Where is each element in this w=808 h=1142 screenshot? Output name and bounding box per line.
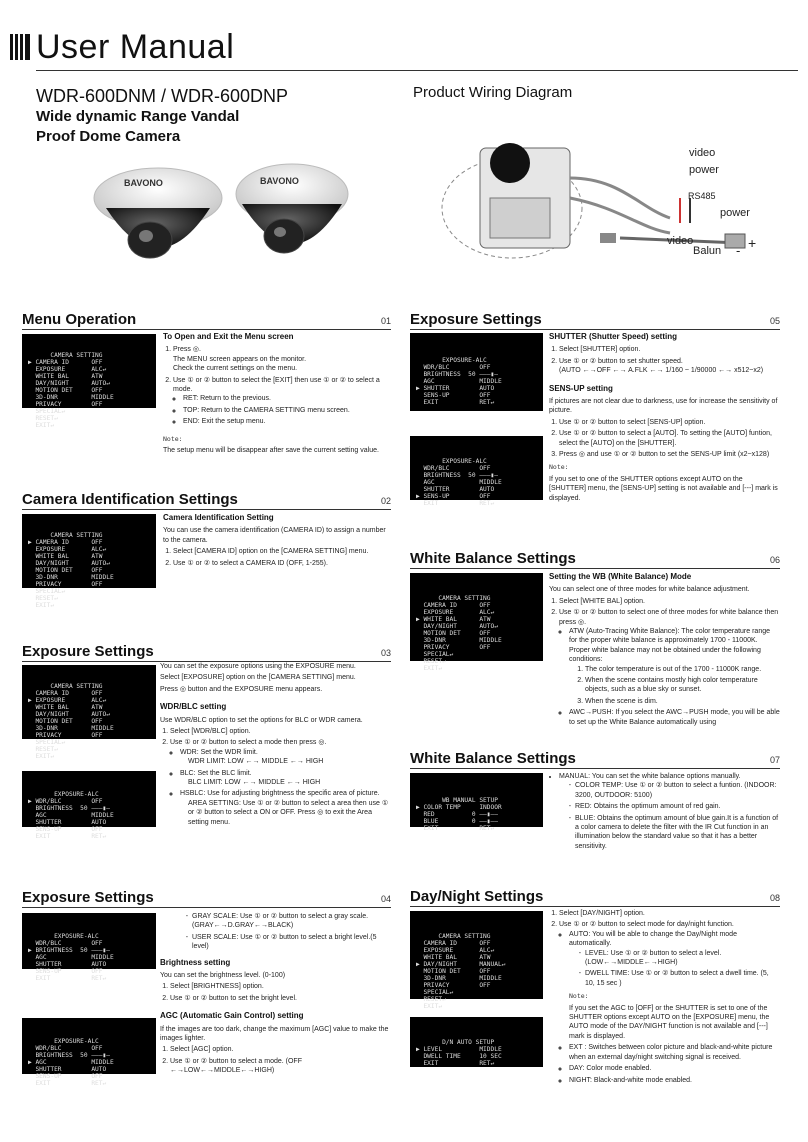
section-title: Exposure Settings xyxy=(22,643,154,660)
osd-exposure-alc-wdr: EXPOSURE-ALC ▶ WDR/BLC OFF BRIGHTNESS 50 ———▮— AGC MIDDLE SHUTTER AUTO SENS-UP OFF EXIT RET↵ xyxy=(22,771,156,827)
wiring-label-minus: - xyxy=(736,243,741,258)
section-03-header xyxy=(22,643,391,662)
section-06-header xyxy=(410,550,780,569)
osd-shutter: EXPOSURE-ALC WDR/BLC OFF BRIGHTNESS 50 ———▮— AGC MIDDLE ▶ SHUTTER AUTO SENS-UP OFF EXIT RET↵ xyxy=(410,333,543,411)
section-02-text: Camera Identification Setting You can use the camera identification (CAMERA ID) to assign a number to the camera. 1. Select [CAMERA ID] option on the [CAMERA SETTING] menu. 2. Use ① or ② to select a CAMERA ID (OFF, 1-255). xyxy=(163,513,391,570)
subtitle-line1: Wide dynamic Range Vandal xyxy=(36,108,240,125)
wiring-label-rs485: RS485 xyxy=(688,191,716,201)
page-title: User Manual xyxy=(36,28,235,66)
wiring-label-video: video xyxy=(689,147,716,159)
section-title: Exposure Settings xyxy=(410,311,542,328)
section-08-text: 1. Select [DAY/NIGHT] option. 2. Use ① or ② button to select mode for day/night function. ◦ AUTO: You will be able to change the Day/Night mode automatically. - LEVEL: Use ① or ② button to select a level. (LOW←→MIDDLE←→HIGH) - DWELL TIME: Use ① or ② button to select a dwell time. (5, 10, 15 sec ) Note: If you set the AGC to [OFF] or the SHUTTER is set to one of the SHUTTER options except AUTO on the [EXPOSURE] menu, the AUTO mode of the DAY/NIGHT function is not available and [---] mark is displayed. ◦ EXT : Switches between color picture and black-and-white picture when an external day/night switching signal is received. ◦ DAY: Color mode enabled. ◦ NIGHT: Black-and-white mode enabled. xyxy=(549,909,780,1087)
section-title: Camera Identification Settings xyxy=(22,491,238,508)
wiring-diagram xyxy=(440,108,800,280)
section-title: White Balance Settings xyxy=(410,550,576,567)
section-05-header xyxy=(410,311,780,330)
section-01-header xyxy=(22,311,391,330)
section-07-text: • MANUAL: You can set the white balance options manually. - COLOR TEMP: Use ① or ② button to select a funtion. (INDOOR: 3200, OUTDOOR: 5100) - RED: Obtains the optimum amount of red gain. - BLUE: Obtains the optimum amount of blue gain.It is a function of a color camera to delete the filter with the IR Cut function in an illumination below the standard value so that it has a better sensitivity. xyxy=(549,772,780,853)
section-03-text: You can set the exposure options using the EXPOSURE menu. Select [EXPOSURE] option on the [CAMERA SETTING] menu. Press ◎ button and the EXPOSURE menu appears. WDR/BLC setting Use WDR/BLC option to set the options for BLC or WDR camera. 1. Select [WDR/BLC] option. 2. Use ① or ② button to select a mode then press ◎. ◦ WDR: Set the WDR limit. WDR LIMIT: LOW ←→ MIDDLE ←→ HIGH ◦ BLC: Set the BLC limit. BLC LIMIT: LOW ←→ MIDDLE ←→ HIGH ◦ HSBLC: Use for adjusting brightness the specific area of picture. AREA SETTING: Use ① or ② button to select a area then use ① or ② button to select a ON or OFF. Press ◎ to exit the Area setting menu. xyxy=(160,662,391,829)
header-divider xyxy=(36,70,798,71)
header-bars-icon xyxy=(10,34,32,60)
brand-logo-1: BAVONO xyxy=(124,178,163,188)
section-08-header xyxy=(410,888,780,907)
section-title: White Balance Settings xyxy=(410,750,576,767)
osd-camera-id: CAMERA SETTING ▶ CAMERA ID OFF EXPOSURE ALC↵ WHITE BAL ATW DAY/NIGHT AUTO↵ MOTION DET OFF 3D-DNR MIDDLE PRIVACY OFF SPECIAL↵ RESET↵ EXIT↵ xyxy=(22,514,156,588)
wiring-label-video2: video xyxy=(667,235,694,247)
wiring-label-plus: + xyxy=(748,235,757,251)
camera-photo-1 xyxy=(88,158,228,276)
section-number: 04 xyxy=(380,894,391,904)
wiring-title: Product Wiring Diagram xyxy=(413,84,573,101)
section-number: 06 xyxy=(769,555,780,565)
osd-dn-auto-setup: D/N AUTO SETUP ▶ LEVEL MIDDLE DWELL TIME 10 SEC EXIT RET↵ xyxy=(410,1017,543,1067)
section-01-text: To Open and Exit the Menu screen 1. Press ◎. The MENU screen appears on the monitor. Check the current settings on the menu. 2. Use ① or ② button to select the [EXIT] then use ① or ② to select a mode. ◦ RET: Return to the previous. ◦ TOP: Return to the CAMERA SETTING menu screen. ◦ END: Exit the setup menu. Note: The setup menu will be disappear after save the current setting value. xyxy=(163,332,391,457)
osd-exposure-alc-brightness: EXPOSURE-ALC WDR/BLC OFF ▶ BRIGHTNESS 50 ———▮— AGC MIDDLE SHUTTER AUTO SENS-UP OFF EXIT RET↵ xyxy=(22,913,156,969)
section-number: 07 xyxy=(769,755,780,765)
osd-day-night: CAMERA SETTING CAMERA ID OFF EXPOSURE ALC↵ WHITE BAL ATW ▶ DAY/NIGHT MANUAL↵ MOTION DET OFF 3D-DNR MIDDLE PRIVACY OFF SPECIAL↵ RESET↵ EXIT↵ xyxy=(410,911,543,999)
section-02-header xyxy=(22,491,391,510)
section-number: 03 xyxy=(380,648,391,658)
section-05-text: SHUTTER (Shutter Speed) setting 1. Select [SHUTTER] option. 2. Use ① or ② button to set shutter speed. (AUTO ←→OFF ←→ A.FLK ←→ 1/160 ~ 1/90000 ←→ x512~x2) SENS-UP setting If pictures are not clear due to darkness, use for increase the sensitivity of picture. 1. Use ① or ② button to select [SENS-UP] option. 2. Use ① or ② button to select a [AUTO]. To setting the [AUTO] funtion, select the [AUTO] on the [SHUTTER]. 3. Press ◎ and use ① or ② button to set the SENS-UP limit (x2~x128) Note: If you set to one of the SHUTTER options except AUTO on the [SHUTTER] menu, the [SENS-UP] setting is not available and [---] mark is displayed. xyxy=(549,332,780,505)
osd-camera-setting: CAMERA SETTING ▶ CAMERA ID OFF EXPOSURE ALC↵ WHITE BAL ATW DAY/NIGHT AUTO↵ MOTION DET OFF 3D-DNR MIDDLE PRIVACY OFF SPECIAL↵ RESET↵ EXIT↵ xyxy=(22,334,156,408)
osd-wb-manual: WB MANUAL SETUP ▶ COLOR TEMP INDOOR RED 0 ——▮—— BLUE 0 ——▮—— EXIT RET↵ xyxy=(410,773,543,827)
section-04-header xyxy=(22,889,391,908)
wiring-label-power2: power xyxy=(720,207,750,219)
osd-white-bal: CAMERA SETTING CAMERA ID OFF EXPOSURE ALC↵ ▶ WHITE BAL ATW DAY/NIGHT AUTO↵ MOTION DET OFF 3D-DNR MIDDLE PRIVACY OFF SPECIAL↵ RESET↵ EXIT↵ xyxy=(410,573,543,661)
osd-exposure-select: CAMERA SETTING CAMERA ID OFF ▶ EXPOSURE ALC↵ WHITE BAL ATW DAY/NIGHT AUTO↵ MOTION DET OFF 3D-DNR MIDDLE PRIVACY OFF SPECIAL↵ RESET↵ EXIT↵ xyxy=(22,665,156,739)
wiring-label-power: power xyxy=(689,164,719,176)
section-number: 08 xyxy=(769,893,780,903)
osd-exposure-alc-agc: EXPOSURE-ALC WDR/BLC OFF BRIGHTNESS 50 ———▮— ▶ AGC MIDDLE SHUTTER AUTO SENS-UP OFF EXIT RET↵ xyxy=(22,1018,156,1074)
section-07-header xyxy=(410,750,780,769)
section-title: Exposure Settings xyxy=(22,889,154,906)
brand-logo-2: BAVONO xyxy=(260,176,299,186)
section-title: Day/Night Settings xyxy=(410,888,544,905)
camera-photo-2 xyxy=(230,158,350,276)
section-title: Menu Operation xyxy=(22,311,137,328)
subtitle-line2: Proof Dome Camera xyxy=(36,128,181,145)
section-number: 01 xyxy=(380,316,391,326)
section-number: 02 xyxy=(380,496,391,506)
section-04-text: - GRAY SCALE: Use ① or ② button to select a gray scale. (GRAY←→D.GRAY←→BLACK) - USER SCALE: Use ① or ② button to select a bright level.(5 level) Brightness setting You can set the brightness level. (0-100) 1. Select [BRIGHTNESS] option. 2. Use ① or ② button to set the bright level. AGC (Automatic Gain Control) setting If the images are too dark, change the maximum [AGC] value to make the images lighter. 1. Select [AGC] option. 2. Use ① or ② button to select a mode. (OFF ←→LOW←→MIDDLE←→HIGH) xyxy=(160,912,391,1078)
section-06-text: Setting the WB (White Balance) Mode You can select one of three modes for white balance adjustment. 1. Select [WHITE BAL] option. 2. Use ① or ② button to select one of three modes for white balance then press ◎. ◦ ATW (Auto-Tracing White Balance): The color temperature range for the proper white balance is approximately 1700 - 11000K. Proper white balance may not be obtained under the following conditions: 1. The color temperature is out of the 1700 - 11000K range. 2. When the scene contains mostly high color temperature objects, such as a blue sky or sunset. 3. When the scene is dim. ◦ AWC→PUSH: If you select the AWC→PUSH mode, you will be able to set up the White Balance automatically using xyxy=(549,572,780,729)
model-name: WDR-600DNM / WDR-600DNP xyxy=(36,86,289,106)
section-number: 05 xyxy=(769,316,780,326)
osd-sens-up: EXPOSURE-ALC WDR/BLC OFF BRIGHTNESS 50 ———▮— AGC MIDDLE SHUTTER AUTO ▶ SENS-UP OFF EXIT RET↵ xyxy=(410,436,543,500)
wiring-label-balun: Balun xyxy=(693,245,722,257)
